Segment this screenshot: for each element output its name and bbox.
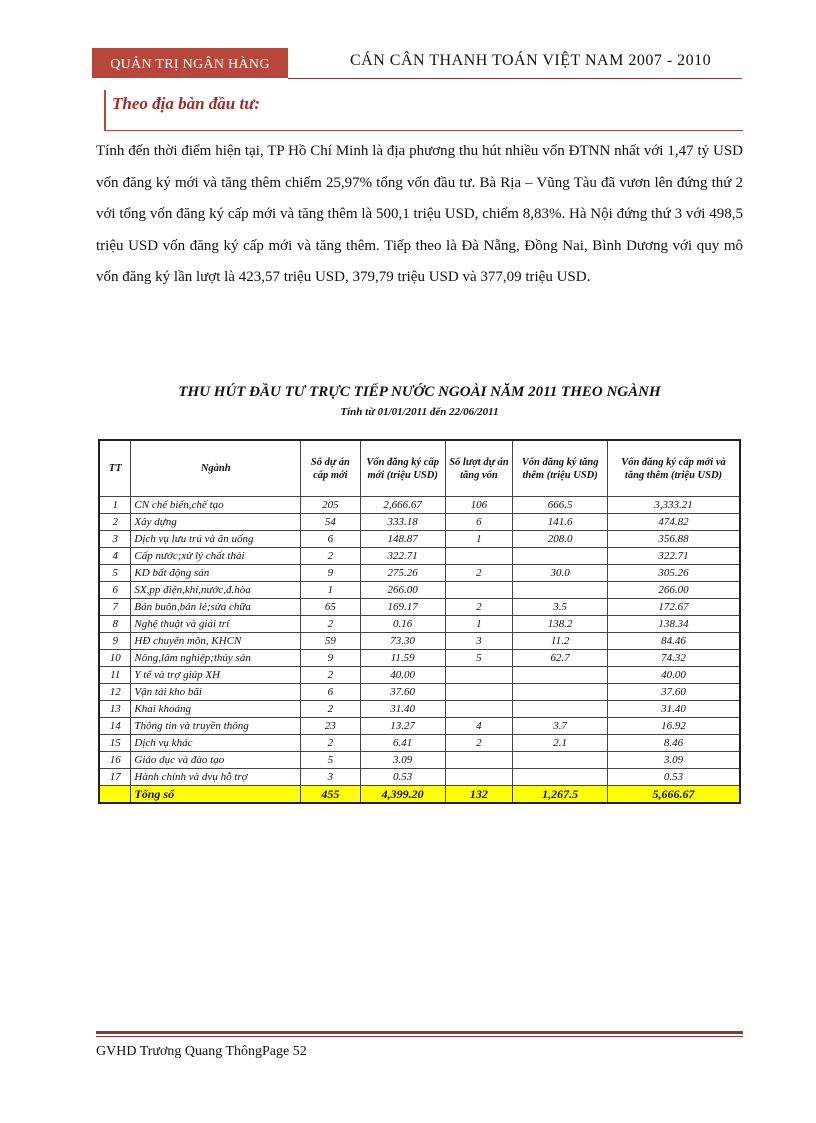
cell-tt: 2: [99, 514, 131, 531]
cell-von-tong: 84.46: [607, 633, 740, 650]
cell-von-cap-moi: 322.71: [360, 548, 445, 565]
section-heading: Theo địa bàn đầu tư:: [112, 94, 261, 113]
total-so-luot: 132: [445, 786, 513, 804]
cell-so-du-an: 3: [300, 769, 360, 786]
cell-nganh: Cấp nước;xử lý chất thải: [131, 548, 301, 565]
cell-von-cap-moi: 37.60: [360, 684, 445, 701]
table-row: [99, 684, 740, 701]
cell-so-luot: 106: [445, 497, 513, 514]
cell-von-cap-moi: 333.18: [360, 514, 445, 531]
cell-nganh: Nông,lâm nghiệp;thủy sản: [131, 650, 301, 667]
cell-tt: 11: [99, 667, 131, 684]
cell-so-luot: 5: [445, 650, 513, 667]
footer-divider-thick: [96, 1031, 743, 1034]
cell-tt: 7: [99, 599, 131, 616]
cell-nganh: HĐ chuyên môn, KHCN: [131, 633, 301, 650]
cell-von-tang-them: 62.7: [513, 650, 608, 667]
cell-tt: 5: [99, 565, 131, 582]
cell-so-du-an: 2: [300, 667, 360, 684]
cell-so-luot: 2: [445, 565, 513, 582]
cell-von-cap-moi: 3.09: [360, 752, 445, 769]
total-blank: [99, 786, 131, 804]
cell-von-cap-moi: 0.16: [360, 616, 445, 633]
cell-von-tang-them: [513, 769, 608, 786]
cell-so-luot: 6: [445, 514, 513, 531]
section-divider: [104, 130, 743, 131]
cell-so-luot: [445, 701, 513, 718]
cell-von-tang-them: 30.0: [513, 565, 608, 582]
cell-nganh: CN chế biến,chế tạo: [131, 497, 301, 514]
table-row: [99, 769, 740, 786]
cell-von-cap-moi: 0.53: [360, 769, 445, 786]
table-title: THU HÚT ĐẦU TƯ TRỰC TIẾP NƯỚC NGOÀI NĂM 2011 THEO NGÀNH: [178, 384, 661, 400]
total-von-cap-moi: 4,399.20: [360, 786, 445, 804]
cell-tt: 4: [99, 548, 131, 565]
cell-nganh: Vận tải kho bãi: [131, 684, 301, 701]
cell-so-luot: [445, 684, 513, 701]
cell-von-tong: 3.09: [607, 752, 740, 769]
cell-so-du-an: 2: [300, 735, 360, 752]
cell-von-tong: 474.82: [607, 514, 740, 531]
cell-so-du-an: 5: [300, 752, 360, 769]
total-label: Tổng số: [131, 786, 301, 804]
cell-so-luot: 4: [445, 718, 513, 735]
cell-von-tang-them: 666.5: [513, 497, 608, 514]
cell-nganh: SX,pp điện,khí,nước,đ.hòa: [131, 582, 301, 599]
cell-von-tang-them: [513, 667, 608, 684]
cell-von-tang-them: 11.2: [513, 633, 608, 650]
table-row: [99, 650, 740, 667]
cell-von-tang-them: 3.7: [513, 718, 608, 735]
table-row: [99, 752, 740, 769]
cell-von-tang-them: 3.5: [513, 599, 608, 616]
header-nganh: Ngành: [131, 440, 301, 497]
cell-so-du-an: 54: [300, 514, 360, 531]
cell-von-tong: 40.00: [607, 667, 740, 684]
cell-nganh: Hành chính và dvụ hỗ trợ: [131, 769, 301, 786]
footer-divider-thin: [96, 1036, 743, 1037]
cell-von-tang-them: 2.1: [513, 735, 608, 752]
cell-von-tang-them: 138.2: [513, 616, 608, 633]
cell-von-tong: 8.46: [607, 735, 740, 752]
table-row: [99, 497, 740, 514]
cell-so-luot: [445, 548, 513, 565]
header-divider: [288, 78, 742, 79]
cell-von-tong: 172.67: [607, 599, 740, 616]
cell-so-du-an: 9: [300, 650, 360, 667]
cell-von-cap-moi: 13.27: [360, 718, 445, 735]
cell-so-luot: [445, 667, 513, 684]
header-von-cap-moi: Vốn đăng ký cấp mới (triệu USD): [360, 440, 445, 497]
cell-so-luot: [445, 752, 513, 769]
cell-so-luot: [445, 769, 513, 786]
cell-von-tang-them: [513, 701, 608, 718]
cell-so-du-an: 59: [300, 633, 360, 650]
cell-von-cap-moi: 11.59: [360, 650, 445, 667]
cell-von-tong: 31.40: [607, 701, 740, 718]
cell-nganh: Giáo dục và đào tạo: [131, 752, 301, 769]
cell-von-tong: 37.60: [607, 684, 740, 701]
cell-von-tang-them: [513, 752, 608, 769]
cell-von-cap-moi: 266.00: [360, 582, 445, 599]
cell-tt: 1: [99, 497, 131, 514]
table-row: [99, 667, 740, 684]
cell-so-du-an: 9: [300, 565, 360, 582]
table-row: [99, 599, 740, 616]
cell-so-du-an: 2: [300, 548, 360, 565]
cell-nganh: Thông tin và truyền thông: [131, 718, 301, 735]
cell-so-du-an: 205: [300, 497, 360, 514]
cell-von-tang-them: [513, 684, 608, 701]
cell-nganh: Y tế và trợ giúp XH: [131, 667, 301, 684]
total-so-du-an: 455: [300, 786, 360, 804]
cell-so-du-an: 2: [300, 616, 360, 633]
table-header-row: [99, 440, 740, 497]
cell-tt: 6: [99, 582, 131, 599]
table-row: [99, 616, 740, 633]
cell-so-luot: 1: [445, 616, 513, 633]
cell-von-tang-them: [513, 548, 608, 565]
cell-von-cap-moi: 40.00: [360, 667, 445, 684]
table-subtitle: Tính từ 01/01/2011 đến 22/06/2011: [340, 406, 499, 418]
table-row: [99, 565, 740, 582]
cell-so-luot: 2: [445, 735, 513, 752]
cell-nganh: Dịch vụ khác: [131, 735, 301, 752]
cell-nganh: Khai khoáng: [131, 701, 301, 718]
cell-so-du-an: 6: [300, 684, 360, 701]
header-von-tang-them: Vốn đăng ký tăng thêm (triệu USD): [513, 440, 608, 497]
cell-tt: 14: [99, 718, 131, 735]
table-row: [99, 735, 740, 752]
cell-von-tong: 322.71: [607, 548, 740, 565]
table-row: [99, 701, 740, 718]
table-row: [99, 633, 740, 650]
cell-so-luot: 2: [445, 599, 513, 616]
cell-von-tong: 16.92: [607, 718, 740, 735]
cell-tt: 8: [99, 616, 131, 633]
cell-von-cap-moi: 2,666.67: [360, 497, 445, 514]
cell-tt: 3: [99, 531, 131, 548]
cell-tt: 12: [99, 684, 131, 701]
body-paragraph: Tính đến thời điểm hiện tại, TP Hồ Chí Minh là địa phương thu hút nhiều vốn ĐTNN nhất với 1,47 tỷ USD vốn đăng ký mới và tăng thêm chiếm 25,97% tổng vốn đầu tư. Bà Rịa – Vũng Tàu đã vươn lên đứng thứ 2 với tổng vốn đăng ký cấp mới và tăng thêm là 500,1 triệu USD, chiếm 8,83%. Hà Nội đứng thứ 3 với 498,5 triệu USD vốn đăng ký cấp mới và tăng thêm. Tiếp theo là Đà Nẵng, Đồng Nai, Bình Dương với quy mô vốn đăng ký lần lượt là 423,57 triệu USD, 379,79 triệu USD và 377,09 triệu USD.: [96, 143, 743, 285]
header-so-luot: Số lượt dự án tăng vốn: [445, 440, 513, 497]
cell-von-cap-moi: 31.40: [360, 701, 445, 718]
header-title: CÁN CÂN THANH TOÁN VIỆT NAM 2007 - 2010: [350, 52, 712, 69]
table-row: [99, 548, 740, 565]
fdi-table: [98, 439, 741, 804]
cell-nganh: Xây dựng: [131, 514, 301, 531]
footer-text: GVHD Trương Quang ThôngPage 52: [96, 1044, 307, 1059]
cell-von-tang-them: 208.0: [513, 531, 608, 548]
cell-so-du-an: 23: [300, 718, 360, 735]
cell-von-tong: 266.00: [607, 582, 740, 599]
section-accent-bar: [104, 90, 106, 130]
table-row: [99, 718, 740, 735]
cell-so-luot: 3: [445, 633, 513, 650]
cell-von-tong: 0.53: [607, 769, 740, 786]
table-row: [99, 514, 740, 531]
cell-so-du-an: 1: [300, 582, 360, 599]
cell-von-tong: 3,333.21: [607, 497, 740, 514]
header-von-tong: Vốn đăng ký cấp mới và tăng thêm (triệu USD): [607, 440, 740, 497]
header-tt: TT: [99, 440, 131, 497]
cell-von-tong: 138.34: [607, 616, 740, 633]
cell-von-tong: 74.32: [607, 650, 740, 667]
cell-tt: 17: [99, 769, 131, 786]
cell-nganh: KD bất động sản: [131, 565, 301, 582]
cell-tt: 16: [99, 752, 131, 769]
cell-tt: 15: [99, 735, 131, 752]
cell-von-cap-moi: 6.41: [360, 735, 445, 752]
cell-so-du-an: 65: [300, 599, 360, 616]
header-tag: QUẢN TRỊ NGÂN HÀNG: [92, 48, 288, 78]
cell-von-cap-moi: 73.30: [360, 633, 445, 650]
cell-nganh: Nghệ thuật và giải trí: [131, 616, 301, 633]
cell-so-du-an: 2: [300, 701, 360, 718]
table-total-row: [99, 786, 740, 804]
cell-tt: 10: [99, 650, 131, 667]
cell-so-luot: 1: [445, 531, 513, 548]
cell-tt: 9: [99, 633, 131, 650]
table-row: [99, 582, 740, 599]
total-von-tong: 5,666.67: [607, 786, 740, 804]
table-row: [99, 531, 740, 548]
total-von-tang-them: 1,267.5: [513, 786, 608, 804]
cell-von-cap-moi: 275.26: [360, 565, 445, 582]
cell-von-cap-moi: 169.17: [360, 599, 445, 616]
cell-von-tong: 305.26: [607, 565, 740, 582]
cell-nganh: Dịch vụ lưu trú và ăn uống: [131, 531, 301, 548]
cell-tt: 13: [99, 701, 131, 718]
header-so-du-an: Số dự án cấp mới: [300, 440, 360, 497]
cell-nganh: Bán buôn,bán lẻ;sửa chữa: [131, 599, 301, 616]
cell-von-tong: 356.88: [607, 531, 740, 548]
cell-von-tang-them: [513, 582, 608, 599]
cell-so-du-an: 6: [300, 531, 360, 548]
cell-so-luot: [445, 582, 513, 599]
cell-von-cap-moi: 148.87: [360, 531, 445, 548]
cell-von-tang-them: 141.6: [513, 514, 608, 531]
